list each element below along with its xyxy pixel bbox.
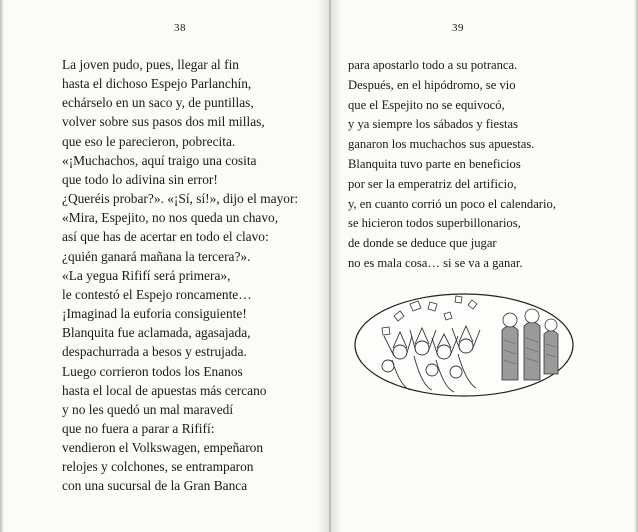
right-page-text: [348, 56, 556, 274]
text-line: relojes y colchones, se entramparon: [62, 459, 254, 475]
text-line: para apostarlo todo a su potranca.: [348, 58, 518, 72]
text-line: de donde se deduce que jugar: [348, 236, 497, 251]
text-line: «Mira, Espejito, no nos queda un chavo,: [62, 210, 279, 226]
text-line: y, en cuanto corrió un poco el calendario,: [348, 196, 556, 211]
text-line: se hicieron todos superbillonarios,: [348, 216, 521, 231]
page-edge-shadow: [634, 0, 638, 532]
text-line: Blanquita tuvo parte en beneficios: [348, 156, 521, 171]
text-line: ¡Imaginad la euforia consiguiente!: [62, 306, 247, 322]
text-line: que eso le parecieron, pobrecita.: [62, 133, 236, 149]
text-line: hasta el local de apuestas más cercano: [62, 382, 267, 398]
text-line: Luego corrieron todos los Enanos: [62, 363, 243, 379]
text-line: por ser la emperatriz del artificio,: [348, 176, 517, 191]
text-line: y ya siempre los sábados y fiestas: [348, 117, 518, 132]
right-page: [330, 0, 638, 532]
text-line: que no fuera a parar a Rififí:: [62, 420, 215, 436]
book-gutter: [318, 0, 342, 532]
text-line: La joven pudo, pues, llegar al fin: [62, 57, 240, 72]
page-edge-shadow: [0, 0, 4, 532]
cheering-dwarfs-illustration: [352, 290, 577, 400]
text-line: ¿Queréis probar?». «¡Sí, sí!», dijo el mayor:: [62, 191, 299, 207]
left-page-text: [62, 55, 298, 496]
text-line: «¡Muchachos, aquí traigo una cosita: [62, 152, 257, 168]
text-line: echárselo en un saco y, de puntillas,: [62, 95, 254, 111]
text-line: así que has de acertar en todo el clavo:: [62, 229, 269, 245]
text-line: ¿quién ganará mañana la tercera?».: [62, 248, 251, 264]
page-number-right: 39: [452, 22, 464, 34]
text-line: hasta el dichoso Espejo Parlanchín,: [62, 76, 252, 92]
text-line: le contestó el Espejo roncamente…: [62, 286, 252, 302]
text-line: vendieron el Volkswagen, empeñaron: [62, 440, 264, 456]
text-line: Después, en el hipódromo, se vio: [348, 77, 516, 92]
text-line: ganaron los muchachos sus apuestas.: [348, 137, 535, 152]
text-line: volver sobre sus pasos dos mil millas,: [62, 114, 265, 130]
text-line: que todo lo adivina sin error!: [62, 171, 218, 187]
text-line: Blanquita fue aclamada, agasajada,: [62, 325, 251, 341]
page-number-left: 38: [174, 22, 186, 34]
text-line: «La yegua Rififí será primera»,: [62, 267, 231, 283]
text-line: que el Espejito no se equivocó,: [348, 97, 505, 112]
text-line: despachurrada a besos y estrujada.: [62, 344, 247, 360]
text-line: y no les quedó un mal maravedí: [62, 401, 234, 417]
text-line: no es mala cosa… si se va a ganar.: [348, 255, 523, 270]
text-line: con una sucursal de la Gran Banca: [62, 478, 248, 494]
